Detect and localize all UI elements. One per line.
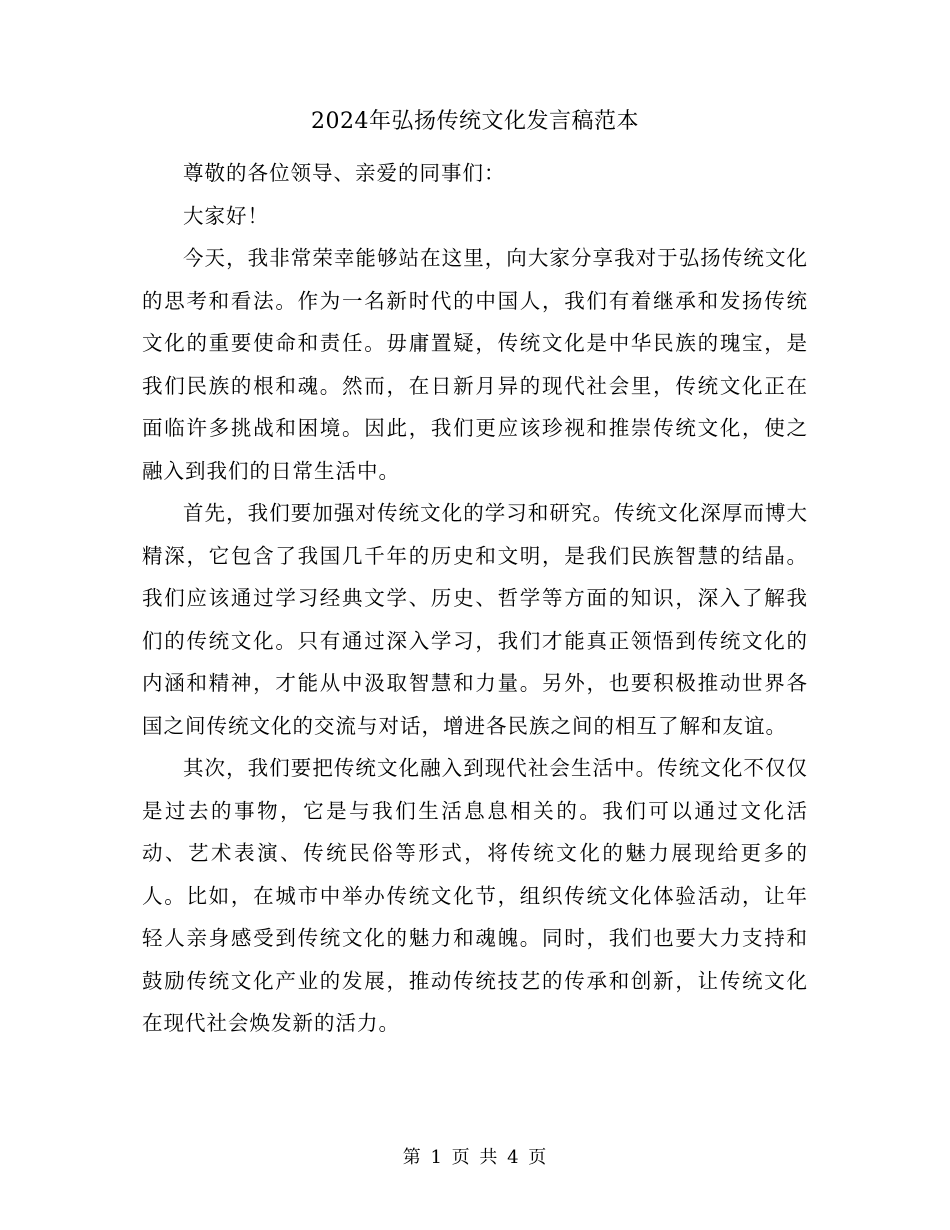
- paragraph-first-point: 首先，我们要加强对传统文化的学习和研究。传统文化深厚而博大精深，它包含了我国几千年的历史和文明，是我们民族智慧的结晶。我们应该通过学习经典文学、历史、哲学等方面的知识，深入了解我们的传统文化。只有通过深入学习，我们才能真正领悟到传统文化的内涵和精神，才能从中汲取智慧和力量。另外，也要积极推动世界各国之间传统文化的交流与对话，增进各民族之间的相互了解和友谊。: [142, 501, 808, 738]
- document-body: [142, 152, 808, 1045]
- page-number-footer: 第 1 页 共 4 页: [402, 1147, 548, 1168]
- paragraph-intro: 今天，我非常荣幸能够站在这里，向大家分享我对于弘扬传统文化的思考和看法。作为一名新时代的中国人，我们有着继承和发扬传统文化的重要使命和责任。毋庸置疑，传统文化是中华民族的瑰宝，是我们民族的根和魂。然而，在日新月异的现代社会里，传统文化正在面临许多挑战和困境。因此，我们更应该珍视和推崇传统文化，使之融入到我们的日常生活中。: [142, 246, 808, 483]
- greeting: 大家好！: [183, 203, 269, 228]
- paragraph-second-point: 其次，我们要把传统文化融入到现代社会生活中。传统文化不仅仅是过去的事物，它是与我们生活息息相关的。我们可以通过文化活动、艺术表演、传统民俗等形式，将传统文化的魅力展现给更多的人。比如，在城市中举办传统文化节，组织传统文化体验活动，让年轻人亲身感受到传统文化的魅力和魂魄。同时，我们也要大力支持和鼓励传统文化产业的发展，推动传统技艺的传承和创新，让传统文化在现代社会焕发新的活力。: [142, 756, 808, 1035]
- document-title: 2024年弘扬传统文化发言稿范本: [311, 109, 639, 134]
- salutation: 尊敬的各位领导、亲爱的同事们：: [183, 161, 506, 185]
